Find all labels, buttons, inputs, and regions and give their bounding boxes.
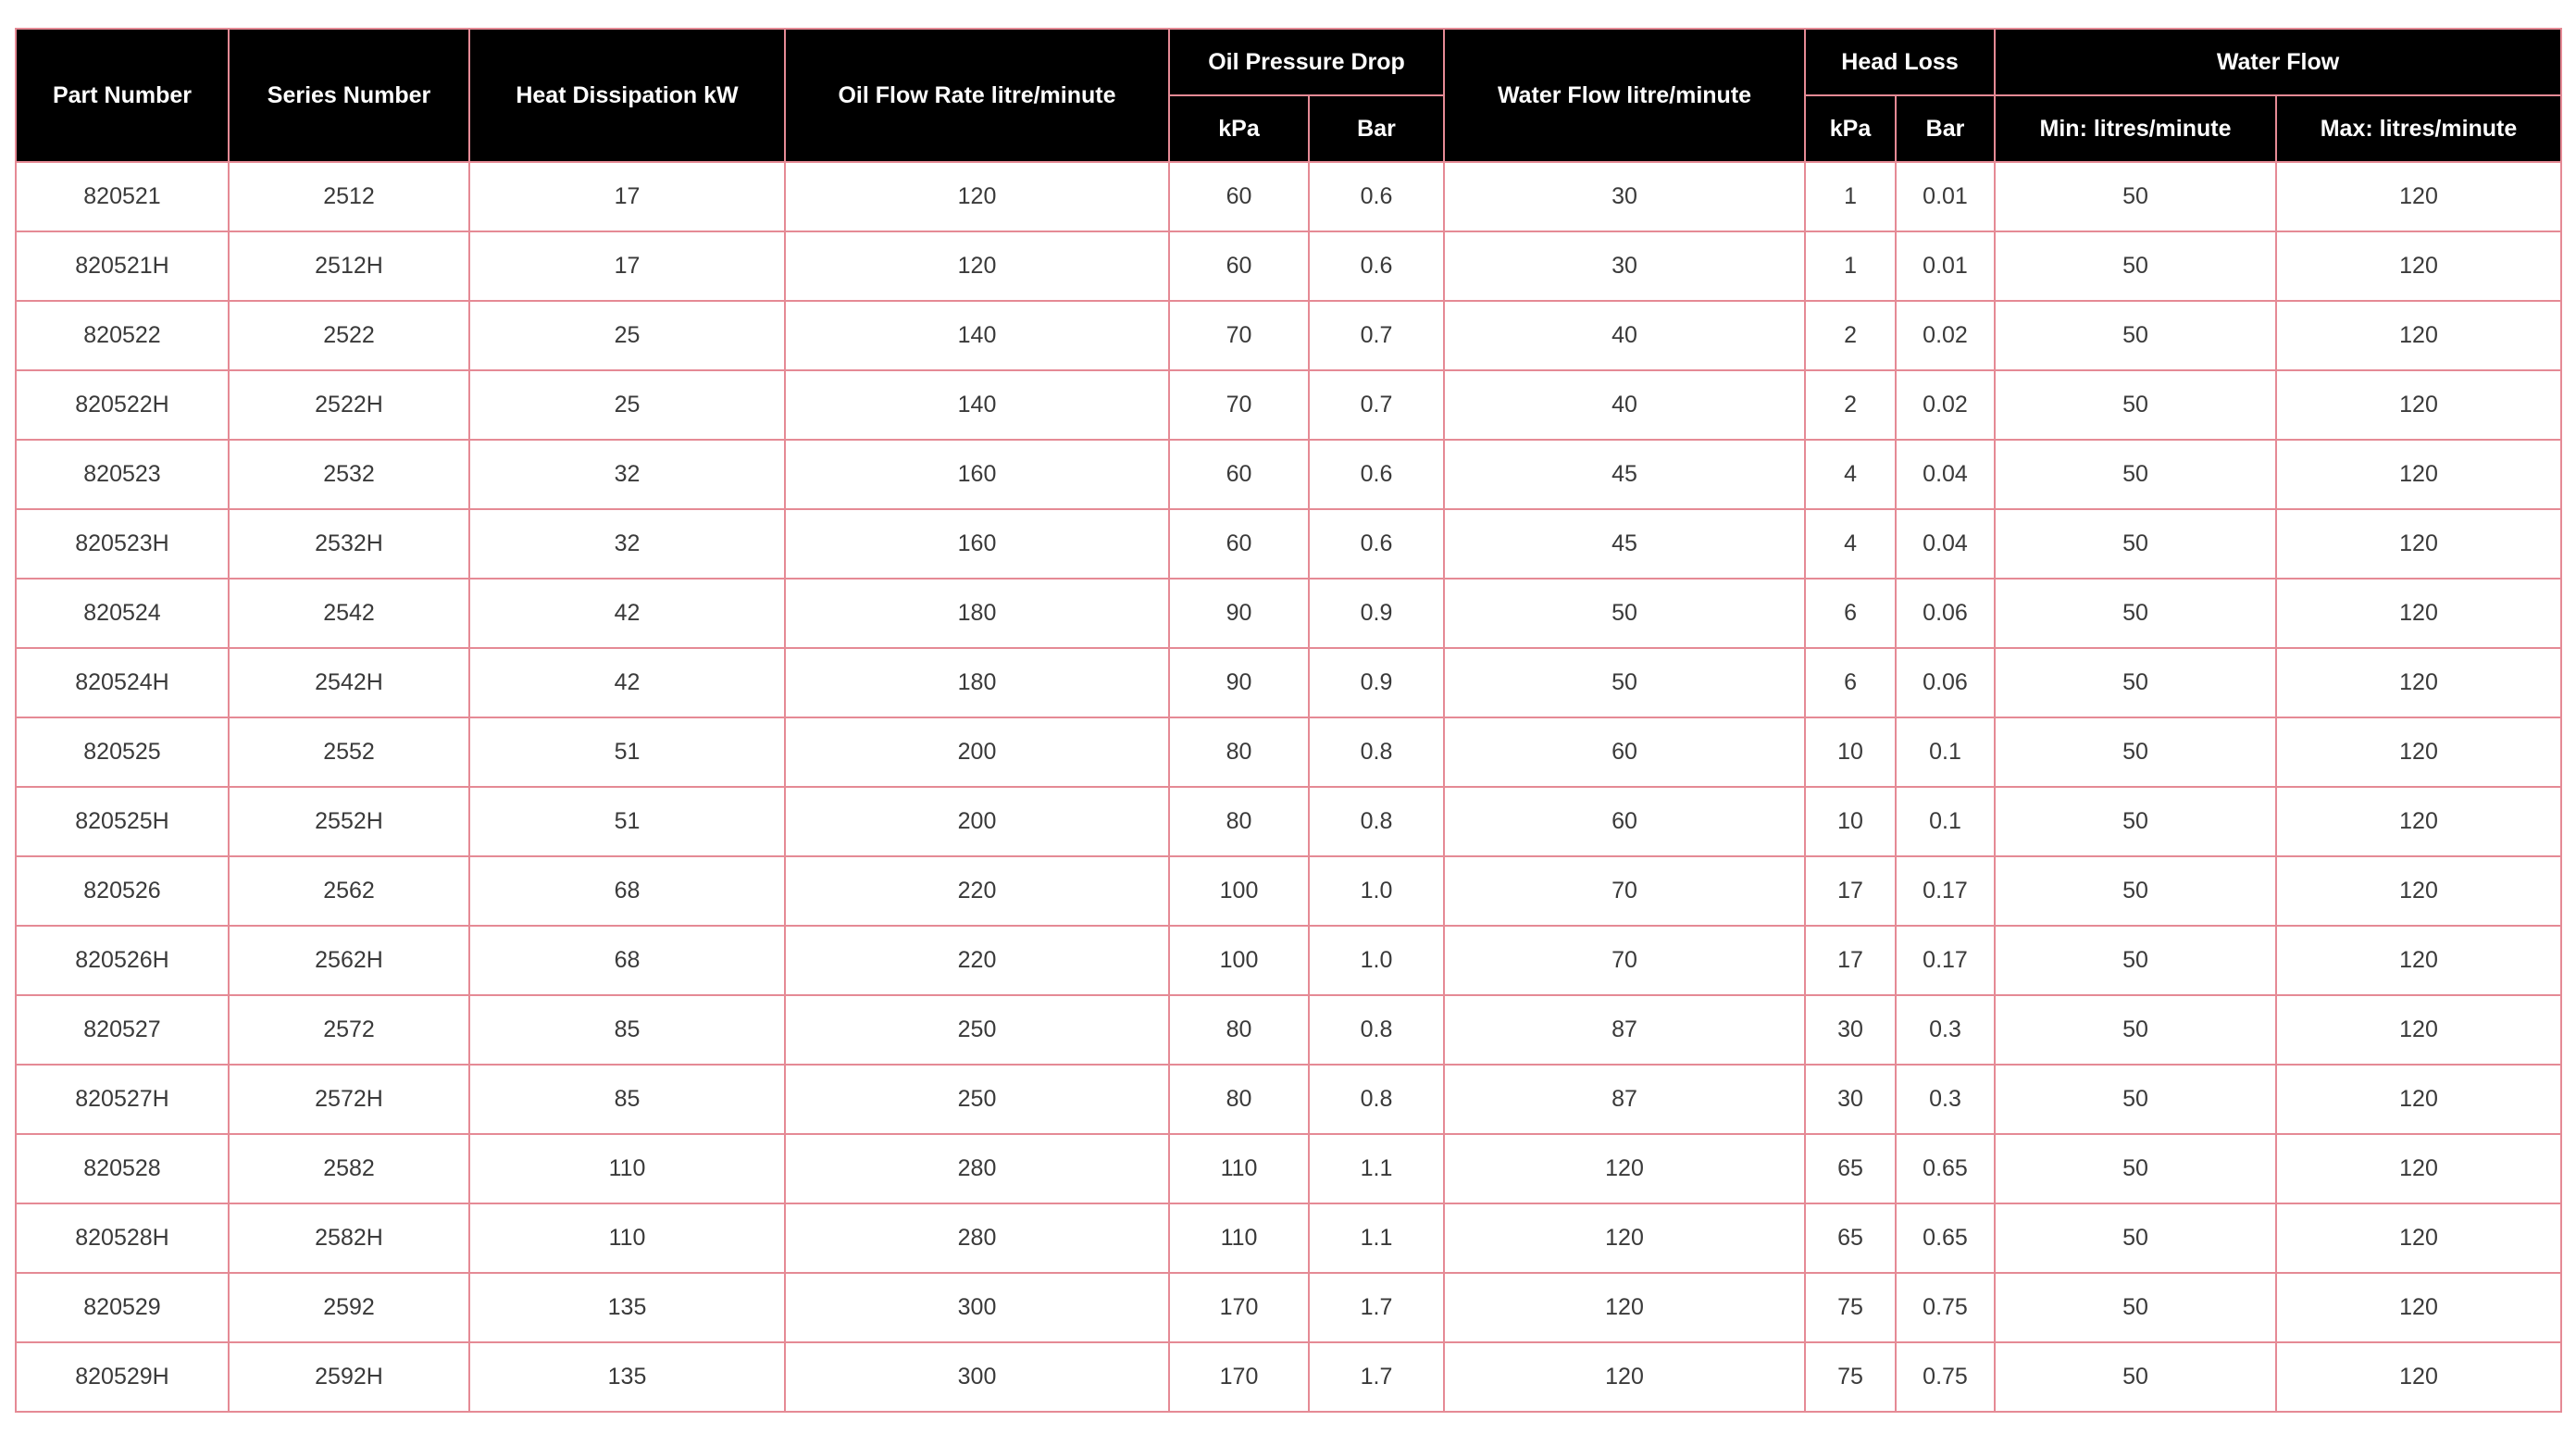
table-row: [16, 370, 2561, 440]
hl-kpa-cell: 17: [1805, 856, 1896, 926]
wf-max-cell: 120: [2276, 1134, 2561, 1203]
water-flow-rate-cell: 45: [1444, 440, 1805, 509]
heat-dissipation-cell: 135: [469, 1273, 785, 1342]
part-number-cell: 820527H: [16, 1065, 229, 1134]
part-number-cell: 820523: [16, 440, 229, 509]
hl-bar-cell: 0.1: [1896, 717, 1995, 787]
opd-bar-cell: 1.1: [1309, 1203, 1444, 1273]
oil-flow-rate-cell: 120: [785, 162, 1169, 231]
oil-flow-rate-cell: 220: [785, 856, 1169, 926]
oil-flow-rate-cell: 250: [785, 1065, 1169, 1134]
water-flow-rate-cell: 70: [1444, 856, 1805, 926]
water-flow-rate-cell: 120: [1444, 1273, 1805, 1342]
series-number-cell: 2542: [229, 579, 469, 648]
hl-bar-cell: 0.01: [1896, 162, 1995, 231]
opd-kpa-cell: 70: [1169, 370, 1309, 440]
part-number-cell: 820528H: [16, 1203, 229, 1273]
water-flow-rate-cell: 50: [1444, 648, 1805, 717]
spec-table-container: [15, 28, 2560, 1413]
heat-dissipation-cell: 110: [469, 1134, 785, 1203]
part-number-cell: 820525: [16, 717, 229, 787]
water-flow-rate-cell: 120: [1444, 1342, 1805, 1412]
series-number-cell: 2572: [229, 995, 469, 1065]
series-number-cell: 2542H: [229, 648, 469, 717]
heat-dissipation-cell: 25: [469, 301, 785, 370]
table-row: [16, 717, 2561, 787]
series-number-cell: 2582: [229, 1134, 469, 1203]
opd-kpa-cell: 70: [1169, 301, 1309, 370]
table-row: [16, 579, 2561, 648]
hl-kpa-cell: 2: [1805, 301, 1896, 370]
header-wf-max: Max: litres/minute: [2276, 95, 2561, 162]
oil-flow-rate-cell: 160: [785, 440, 1169, 509]
header-head-loss: Head Loss: [1805, 29, 1995, 95]
heat-dissipation-cell: 135: [469, 1342, 785, 1412]
heat-dissipation-cell: 32: [469, 509, 785, 579]
part-number-cell: 820527: [16, 995, 229, 1065]
wf-min-cell: 50: [1995, 1342, 2276, 1412]
water-flow-rate-cell: 120: [1444, 1203, 1805, 1273]
hl-kpa-cell: 1: [1805, 231, 1896, 301]
wf-max-cell: 120: [2276, 648, 2561, 717]
opd-kpa-cell: 100: [1169, 856, 1309, 926]
wf-min-cell: 50: [1995, 717, 2276, 787]
water-flow-rate-cell: 60: [1444, 787, 1805, 856]
opd-bar-cell: 1.1: [1309, 1134, 1444, 1203]
table-row: [16, 231, 2561, 301]
table-row: [16, 1134, 2561, 1203]
oil-flow-rate-cell: 180: [785, 579, 1169, 648]
hl-kpa-cell: 1: [1805, 162, 1896, 231]
wf-min-cell: 50: [1995, 1273, 2276, 1342]
opd-kpa-cell: 110: [1169, 1203, 1309, 1273]
hl-kpa-cell: 6: [1805, 579, 1896, 648]
opd-kpa-cell: 100: [1169, 926, 1309, 995]
header-oil-flow-rate: Oil Flow Rate litre/minute: [785, 29, 1169, 162]
series-number-cell: 2522H: [229, 370, 469, 440]
series-number-cell: 2582H: [229, 1203, 469, 1273]
opd-bar-cell: 0.9: [1309, 579, 1444, 648]
series-number-cell: 2592: [229, 1273, 469, 1342]
wf-min-cell: 50: [1995, 301, 2276, 370]
wf-min-cell: 50: [1995, 579, 2276, 648]
hl-kpa-cell: 30: [1805, 995, 1896, 1065]
wf-min-cell: 50: [1995, 648, 2276, 717]
water-flow-rate-cell: 87: [1444, 995, 1805, 1065]
part-number-cell: 820529: [16, 1273, 229, 1342]
hl-bar-cell: 0.01: [1896, 231, 1995, 301]
hl-bar-cell: 0.17: [1896, 926, 1995, 995]
hl-bar-cell: 0.3: [1896, 995, 1995, 1065]
heat-dissipation-cell: 68: [469, 856, 785, 926]
header-hl-kpa: kPa: [1805, 95, 1896, 162]
wf-max-cell: 120: [2276, 1273, 2561, 1342]
oil-flow-rate-cell: 280: [785, 1203, 1169, 1273]
opd-kpa-cell: 110: [1169, 1134, 1309, 1203]
opd-bar-cell: 0.7: [1309, 301, 1444, 370]
water-flow-rate-cell: 30: [1444, 162, 1805, 231]
wf-min-cell: 50: [1995, 370, 2276, 440]
hl-bar-cell: 0.06: [1896, 648, 1995, 717]
part-number-cell: 820521H: [16, 231, 229, 301]
opd-kpa-cell: 80: [1169, 1065, 1309, 1134]
water-flow-rate-cell: 50: [1444, 579, 1805, 648]
series-number-cell: 2512H: [229, 231, 469, 301]
hl-bar-cell: 0.1: [1896, 787, 1995, 856]
wf-max-cell: 120: [2276, 995, 2561, 1065]
wf-max-cell: 120: [2276, 856, 2561, 926]
oil-flow-rate-cell: 300: [785, 1342, 1169, 1412]
table-row: [16, 648, 2561, 717]
spec-table: [15, 28, 2562, 1413]
table-row: [16, 1203, 2561, 1273]
series-number-cell: 2512: [229, 162, 469, 231]
hl-kpa-cell: 6: [1805, 648, 1896, 717]
wf-min-cell: 50: [1995, 856, 2276, 926]
table-row: [16, 1273, 2561, 1342]
hl-kpa-cell: 75: [1805, 1273, 1896, 1342]
water-flow-rate-cell: 45: [1444, 509, 1805, 579]
hl-bar-cell: 0.06: [1896, 579, 1995, 648]
wf-min-cell: 50: [1995, 787, 2276, 856]
opd-bar-cell: 0.7: [1309, 370, 1444, 440]
hl-kpa-cell: 65: [1805, 1134, 1896, 1203]
table-row: [16, 1342, 2561, 1412]
oil-flow-rate-cell: 280: [785, 1134, 1169, 1203]
part-number-cell: 820526H: [16, 926, 229, 995]
hl-bar-cell: 0.65: [1896, 1134, 1995, 1203]
series-number-cell: 2532: [229, 440, 469, 509]
water-flow-rate-cell: 70: [1444, 926, 1805, 995]
hl-bar-cell: 0.02: [1896, 301, 1995, 370]
opd-bar-cell: 1.7: [1309, 1273, 1444, 1342]
opd-bar-cell: 0.6: [1309, 162, 1444, 231]
opd-kpa-cell: 60: [1169, 509, 1309, 579]
hl-kpa-cell: 2: [1805, 370, 1896, 440]
series-number-cell: 2562: [229, 856, 469, 926]
opd-kpa-cell: 170: [1169, 1273, 1309, 1342]
heat-dissipation-cell: 51: [469, 787, 785, 856]
heat-dissipation-cell: 17: [469, 162, 785, 231]
table-row: [16, 926, 2561, 995]
table-header: [16, 29, 2561, 162]
table-body: [16, 162, 2561, 1412]
hl-bar-cell: 0.02: [1896, 370, 1995, 440]
table-row: [16, 440, 2561, 509]
hl-kpa-cell: 75: [1805, 1342, 1896, 1412]
header-row-top: [16, 29, 2561, 95]
opd-kpa-cell: 90: [1169, 579, 1309, 648]
oil-flow-rate-cell: 200: [785, 717, 1169, 787]
table-row: [16, 162, 2561, 231]
part-number-cell: 820523H: [16, 509, 229, 579]
heat-dissipation-cell: 85: [469, 1065, 785, 1134]
wf-max-cell: 120: [2276, 1203, 2561, 1273]
water-flow-rate-cell: 40: [1444, 301, 1805, 370]
wf-max-cell: 120: [2276, 440, 2561, 509]
hl-kpa-cell: 10: [1805, 787, 1896, 856]
part-number-cell: 820524H: [16, 648, 229, 717]
oil-flow-rate-cell: 160: [785, 509, 1169, 579]
series-number-cell: 2552: [229, 717, 469, 787]
wf-min-cell: 50: [1995, 1065, 2276, 1134]
opd-bar-cell: 0.8: [1309, 717, 1444, 787]
heat-dissipation-cell: 85: [469, 995, 785, 1065]
hl-bar-cell: 0.65: [1896, 1203, 1995, 1273]
heat-dissipation-cell: 42: [469, 648, 785, 717]
wf-max-cell: 120: [2276, 1342, 2561, 1412]
oil-flow-rate-cell: 120: [785, 231, 1169, 301]
wf-min-cell: 50: [1995, 162, 2276, 231]
oil-flow-rate-cell: 180: [785, 648, 1169, 717]
heat-dissipation-cell: 42: [469, 579, 785, 648]
wf-max-cell: 120: [2276, 717, 2561, 787]
part-number-cell: 820528: [16, 1134, 229, 1203]
table-row: [16, 509, 2561, 579]
heat-dissipation-cell: 25: [469, 370, 785, 440]
wf-max-cell: 120: [2276, 231, 2561, 301]
wf-max-cell: 120: [2276, 370, 2561, 440]
part-number-cell: 820529H: [16, 1342, 229, 1412]
wf-max-cell: 120: [2276, 162, 2561, 231]
water-flow-rate-cell: 40: [1444, 370, 1805, 440]
opd-bar-cell: 0.6: [1309, 231, 1444, 301]
hl-kpa-cell: 10: [1805, 717, 1896, 787]
header-series-number: Series Number: [229, 29, 469, 162]
water-flow-rate-cell: 30: [1444, 231, 1805, 301]
wf-max-cell: 120: [2276, 509, 2561, 579]
wf-max-cell: 120: [2276, 1065, 2561, 1134]
opd-kpa-cell: 170: [1169, 1342, 1309, 1412]
opd-bar-cell: 0.6: [1309, 440, 1444, 509]
hl-kpa-cell: 65: [1805, 1203, 1896, 1273]
wf-min-cell: 50: [1995, 926, 2276, 995]
opd-kpa-cell: 60: [1169, 231, 1309, 301]
oil-flow-rate-cell: 200: [785, 787, 1169, 856]
opd-kpa-cell: 80: [1169, 995, 1309, 1065]
table-row: [16, 1065, 2561, 1134]
hl-kpa-cell: 17: [1805, 926, 1896, 995]
wf-min-cell: 50: [1995, 1134, 2276, 1203]
wf-min-cell: 50: [1995, 440, 2276, 509]
hl-bar-cell: 0.04: [1896, 509, 1995, 579]
opd-bar-cell: 0.6: [1309, 509, 1444, 579]
wf-max-cell: 120: [2276, 926, 2561, 995]
opd-bar-cell: 1.7: [1309, 1342, 1444, 1412]
opd-bar-cell: 0.8: [1309, 995, 1444, 1065]
series-number-cell: 2572H: [229, 1065, 469, 1134]
oil-flow-rate-cell: 300: [785, 1273, 1169, 1342]
hl-kpa-cell: 30: [1805, 1065, 1896, 1134]
opd-kpa-cell: 60: [1169, 162, 1309, 231]
heat-dissipation-cell: 51: [469, 717, 785, 787]
part-number-cell: 820521: [16, 162, 229, 231]
heat-dissipation-cell: 110: [469, 1203, 785, 1273]
hl-kpa-cell: 4: [1805, 509, 1896, 579]
opd-kpa-cell: 80: [1169, 717, 1309, 787]
series-number-cell: 2562H: [229, 926, 469, 995]
series-number-cell: 2532H: [229, 509, 469, 579]
header-opd-kpa: kPa: [1169, 95, 1309, 162]
hl-bar-cell: 0.75: [1896, 1342, 1995, 1412]
header-hl-bar: Bar: [1896, 95, 1995, 162]
table-row: [16, 856, 2561, 926]
wf-max-cell: 120: [2276, 301, 2561, 370]
opd-bar-cell: 0.8: [1309, 1065, 1444, 1134]
part-number-cell: 820522H: [16, 370, 229, 440]
heat-dissipation-cell: 17: [469, 231, 785, 301]
header-oil-pressure-drop: Oil Pressure Drop: [1169, 29, 1444, 95]
hl-bar-cell: 0.75: [1896, 1273, 1995, 1342]
water-flow-rate-cell: 87: [1444, 1065, 1805, 1134]
wf-max-cell: 120: [2276, 579, 2561, 648]
series-number-cell: 2552H: [229, 787, 469, 856]
opd-kpa-cell: 60: [1169, 440, 1309, 509]
wf-min-cell: 50: [1995, 231, 2276, 301]
hl-bar-cell: 0.04: [1896, 440, 1995, 509]
table-row: [16, 301, 2561, 370]
hl-kpa-cell: 4: [1805, 440, 1896, 509]
part-number-cell: 820526: [16, 856, 229, 926]
hl-bar-cell: 0.3: [1896, 1065, 1995, 1134]
part-number-cell: 820524: [16, 579, 229, 648]
series-number-cell: 2592H: [229, 1342, 469, 1412]
oil-flow-rate-cell: 250: [785, 995, 1169, 1065]
header-wf-min: Min: litres/minute: [1995, 95, 2276, 162]
wf-min-cell: 50: [1995, 509, 2276, 579]
opd-bar-cell: 0.9: [1309, 648, 1444, 717]
oil-flow-rate-cell: 140: [785, 301, 1169, 370]
opd-bar-cell: 1.0: [1309, 856, 1444, 926]
header-part-number: Part Number: [16, 29, 229, 162]
part-number-cell: 820522: [16, 301, 229, 370]
heat-dissipation-cell: 68: [469, 926, 785, 995]
opd-bar-cell: 1.0: [1309, 926, 1444, 995]
opd-bar-cell: 0.8: [1309, 787, 1444, 856]
hl-bar-cell: 0.17: [1896, 856, 1995, 926]
wf-min-cell: 50: [1995, 1203, 2276, 1273]
opd-kpa-cell: 90: [1169, 648, 1309, 717]
header-heat-dissipation: Heat Dissipation kW: [469, 29, 785, 162]
water-flow-rate-cell: 120: [1444, 1134, 1805, 1203]
table-row: [16, 995, 2561, 1065]
wf-min-cell: 50: [1995, 995, 2276, 1065]
table-row: [16, 787, 2561, 856]
oil-flow-rate-cell: 140: [785, 370, 1169, 440]
header-water-flow-rate: Water Flow litre/minute: [1444, 29, 1805, 162]
water-flow-rate-cell: 60: [1444, 717, 1805, 787]
part-number-cell: 820525H: [16, 787, 229, 856]
oil-flow-rate-cell: 220: [785, 926, 1169, 995]
header-water-flow: Water Flow: [1995, 29, 2561, 95]
heat-dissipation-cell: 32: [469, 440, 785, 509]
wf-max-cell: 120: [2276, 787, 2561, 856]
opd-kpa-cell: 80: [1169, 787, 1309, 856]
series-number-cell: 2522: [229, 301, 469, 370]
header-opd-bar: Bar: [1309, 95, 1444, 162]
